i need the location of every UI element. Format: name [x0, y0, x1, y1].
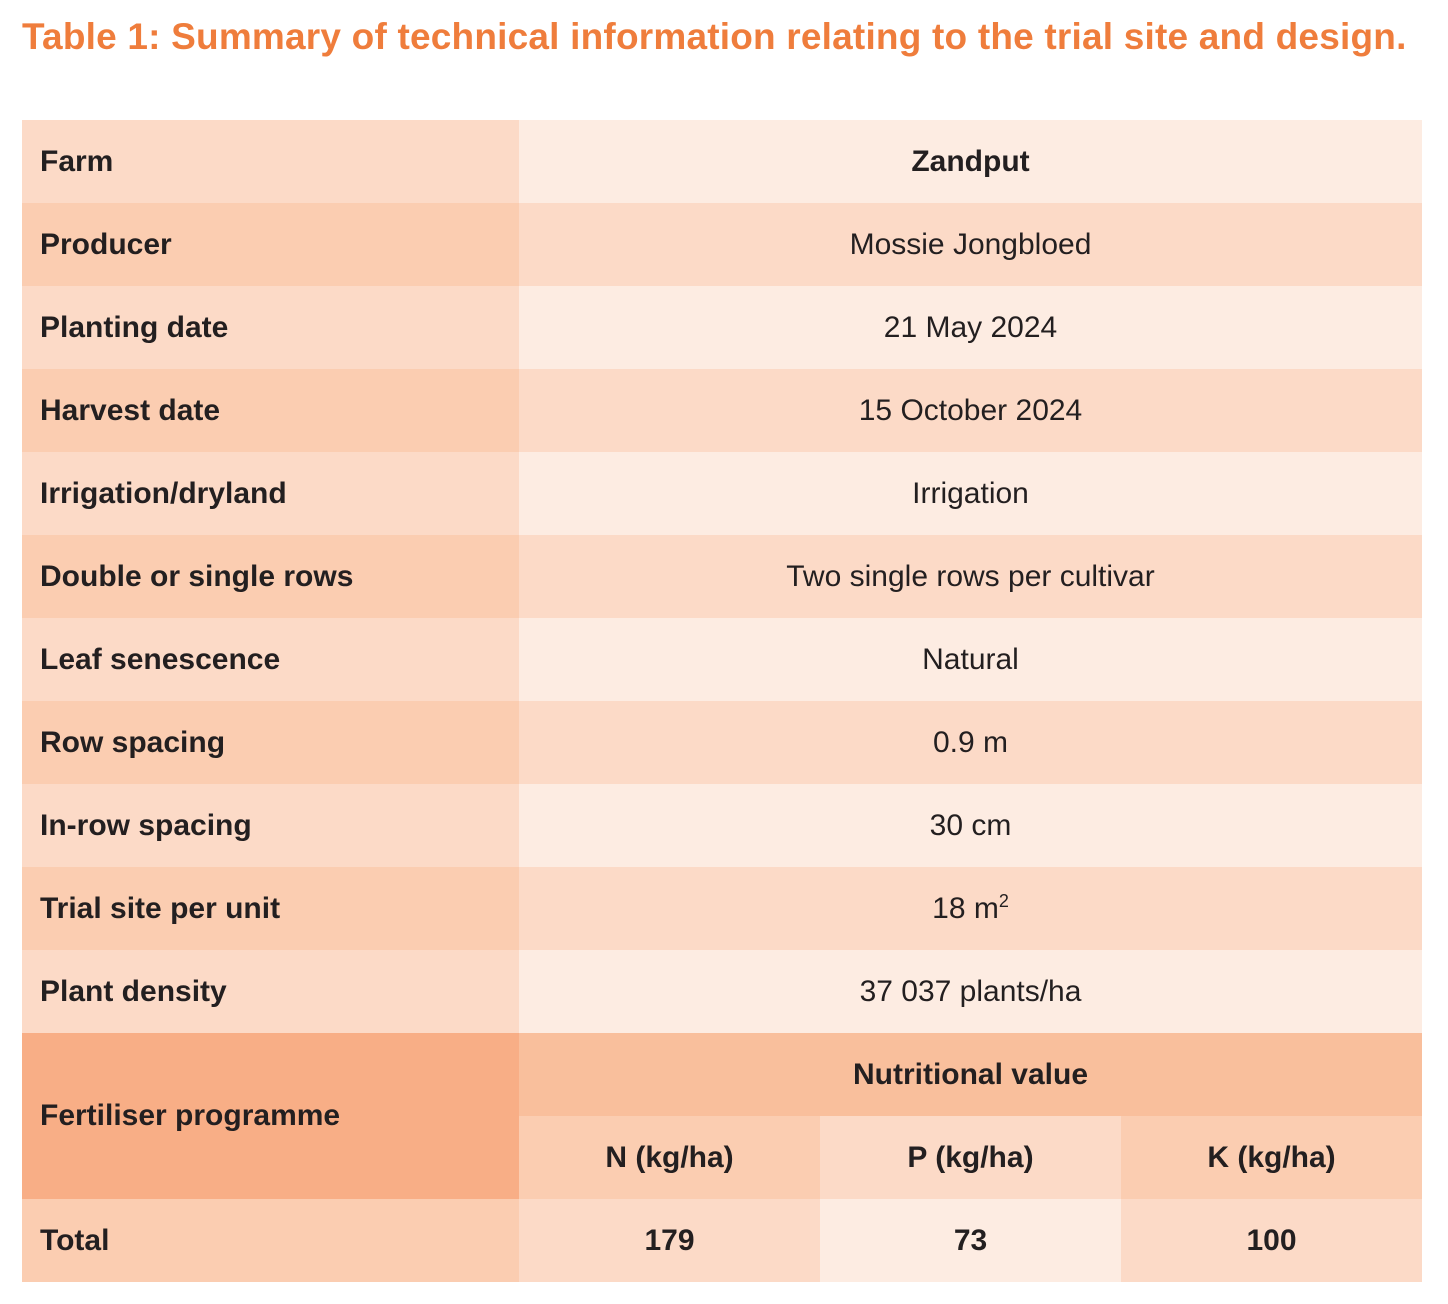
nutritional-value-header: Nutritional value — [519, 1033, 1422, 1116]
total-p: 73 — [820, 1199, 1121, 1282]
row-label: Irrigation/dryland — [22, 452, 519, 535]
row-value: 21 May 2024 — [519, 286, 1422, 369]
table-row — [22, 203, 1422, 286]
row-value: Two single rows per cultivar — [519, 535, 1422, 618]
table-row — [22, 120, 1422, 203]
row-value: 0.9 m — [519, 701, 1422, 784]
technical-info-table — [22, 120, 1422, 1282]
row-label: Farm — [22, 120, 519, 203]
row-value: 37 037 plants/ha — [519, 950, 1422, 1033]
table-row — [22, 950, 1422, 1033]
column-header-p: P (kg/ha) — [820, 1116, 1121, 1199]
row-label: Plant density — [22, 950, 519, 1033]
row-value — [519, 867, 1422, 950]
row-label: In-row spacing — [22, 784, 519, 867]
table-row — [22, 535, 1422, 618]
total-k: 100 — [1121, 1199, 1422, 1282]
row-value: 15 October 2024 — [519, 369, 1422, 452]
total-label: Total — [22, 1199, 519, 1282]
table-row — [22, 452, 1422, 535]
column-header-n: N (kg/ha) — [519, 1116, 820, 1199]
table-row — [22, 867, 1422, 950]
row-label: Leaf senescence — [22, 618, 519, 701]
table-row — [22, 784, 1422, 867]
total-n: 179 — [519, 1199, 820, 1282]
table-row — [22, 369, 1422, 452]
table-row — [22, 286, 1422, 369]
table-row — [22, 618, 1422, 701]
row-value: Natural — [519, 618, 1422, 701]
fertiliser-label: Fertiliser programme — [22, 1033, 519, 1199]
row-value: 30 cm — [519, 784, 1422, 867]
row-label: Row spacing — [22, 701, 519, 784]
row-value: Irrigation — [519, 452, 1422, 535]
superscript: 2 — [998, 890, 1009, 911]
column-header-k: K (kg/ha) — [1121, 1116, 1422, 1199]
fertiliser-header-row — [22, 1033, 1422, 1116]
row-label: Double or single rows — [22, 535, 519, 618]
total-row — [22, 1199, 1422, 1282]
row-value: Zandput — [519, 120, 1422, 203]
row-label: Planting date — [22, 286, 519, 369]
row-label: Trial site per unit — [22, 867, 519, 950]
table-title: Table 1: Summary of technical information relating to the trial site and design. — [22, 16, 1407, 57]
row-value-text: 18 m — [932, 891, 999, 925]
table-row — [22, 701, 1422, 784]
row-label: Harvest date — [22, 369, 519, 452]
row-label: Producer — [22, 203, 519, 286]
row-value: Mossie Jongbloed — [519, 203, 1422, 286]
